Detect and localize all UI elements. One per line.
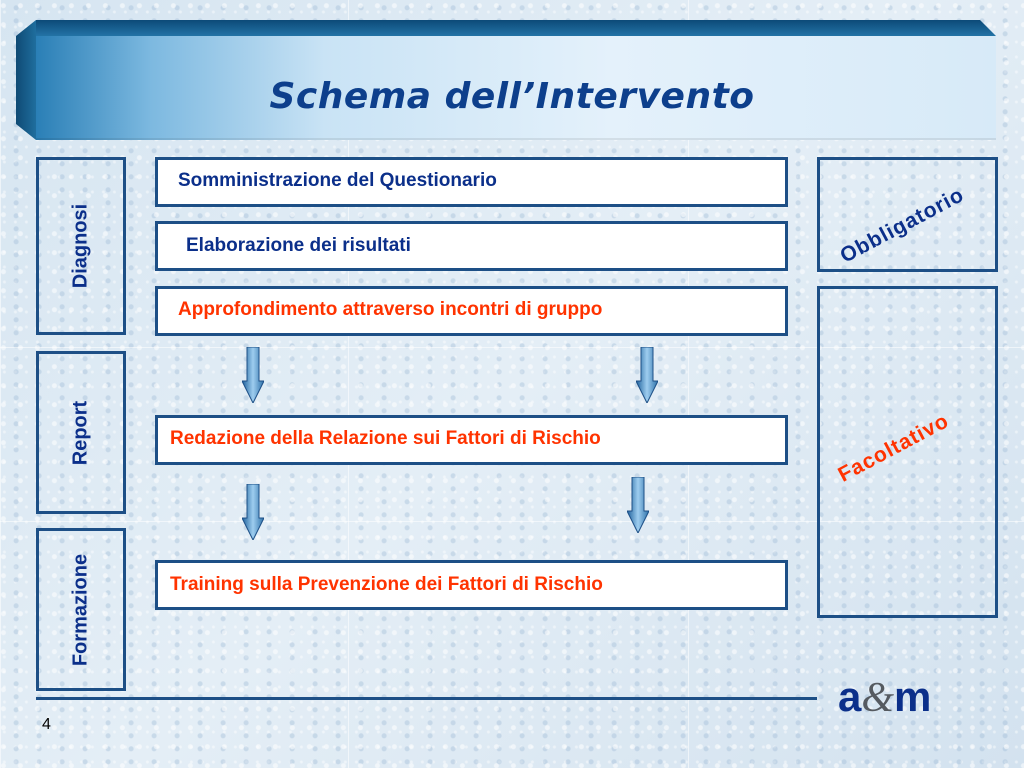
- down-arrow-icon: [636, 347, 658, 403]
- category-facoltativo-box: [817, 286, 998, 618]
- step-label: Training sulla Prevenzione dei Fattori di Rischio: [170, 574, 603, 595]
- phase-formazione-box: [36, 528, 126, 691]
- category-label-obbligatorio: Obbligatorio: [836, 183, 968, 268]
- step-label: Elaborazione dei risultati: [186, 235, 411, 256]
- logo-a: a: [838, 673, 862, 720]
- page-number: 4: [42, 716, 51, 733]
- down-arrow-icon: [242, 347, 264, 403]
- category-label-facoltativo: Facoltativo: [834, 409, 953, 487]
- step-elaborazione: [155, 221, 788, 271]
- category-obbligatorio-box: [817, 157, 998, 272]
- footer-divider: [36, 697, 817, 700]
- logo-m: m: [894, 673, 932, 720]
- banner-top-bevel: [36, 20, 996, 36]
- step-questionario: [155, 157, 788, 207]
- phase-label-report: Report: [69, 400, 92, 465]
- phase-label-formazione: Formazione: [69, 553, 92, 666]
- logo-ampersand: &: [861, 675, 895, 721]
- step-redazione-relazione: [155, 415, 788, 465]
- step-label: Approfondimento attraverso incontri di gruppo: [178, 299, 603, 320]
- slide-title: Schema dell’Intervento: [269, 76, 755, 117]
- phase-label-diagnosi: Diagnosi: [69, 203, 92, 289]
- phase-diagnosi-box: [36, 157, 126, 335]
- phase-report-box: [36, 351, 126, 514]
- step-label: Redazione della Relazione sui Fattori di Rischio: [170, 428, 601, 449]
- step-training: [155, 560, 788, 610]
- down-arrow-icon: [242, 484, 264, 540]
- step-approfondimento: [155, 286, 788, 336]
- down-arrow-icon: [627, 477, 649, 533]
- step-label: Somministrazione del Questionario: [178, 170, 497, 191]
- company-logo: [838, 673, 932, 721]
